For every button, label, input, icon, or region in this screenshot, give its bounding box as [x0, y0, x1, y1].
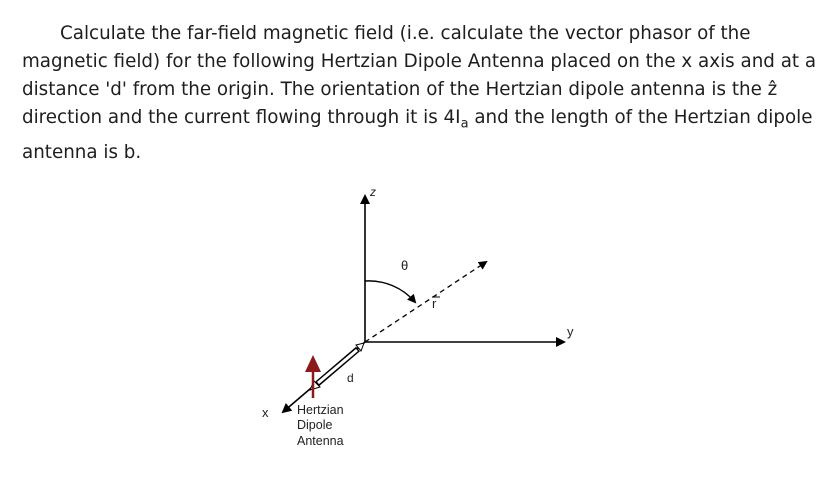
z-axis-label: z: [370, 185, 376, 199]
problem-line-4-tail: and the length of the Hertzian dipole: [468, 107, 813, 128]
problem-line-1: Calculate the far-field magnetic field (i.e. calculate the vector phasor of the: [60, 23, 751, 44]
antenna-label-line-1: Hertzian: [297, 403, 344, 417]
r-vector: [365, 262, 486, 342]
y-axis-label: y: [567, 324, 574, 339]
antenna-label-line-3: Antenna: [297, 434, 344, 448]
z-hat-symbol: ẑ: [767, 79, 778, 100]
current-subscript: a: [460, 116, 469, 132]
problem-line-4-text: direction and the current flowing through it is 4I: [22, 107, 461, 128]
distance-d-label: d: [347, 371, 354, 385]
problem-line-5: antenna is b.: [22, 141, 142, 163]
theta-arc: [365, 281, 415, 302]
x-axis-label: x: [262, 405, 269, 420]
problem-line-3-text: distance 'd' from the origin. The orientation of the Hertzian dipole antenna is the: [22, 79, 768, 100]
antenna-label-line-2: Dipole: [297, 418, 333, 432]
problem-line-2: magnetic field) for the following Hertzian Dipole Antenna placed on the x axis and at a: [22, 51, 817, 72]
r-vector-label: r: [432, 296, 437, 311]
theta-label: θ: [401, 258, 409, 273]
hertzian-dipole-arrowhead: [305, 355, 321, 372]
